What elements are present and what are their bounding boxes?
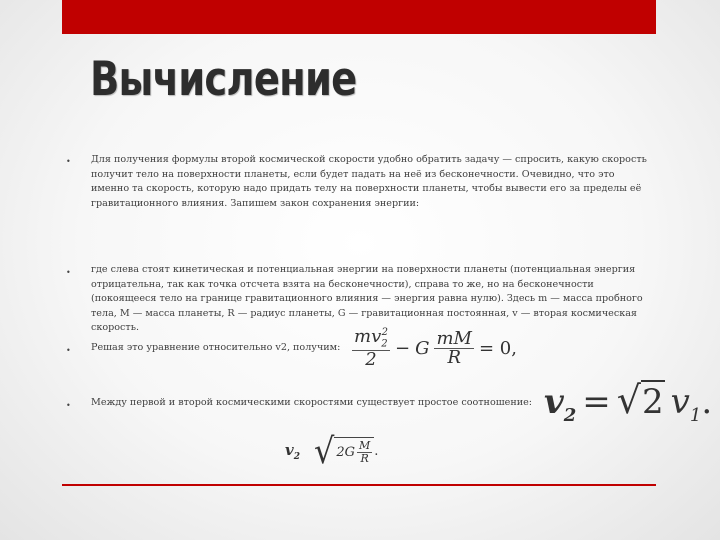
kinetic-term: $\frac{mv_2^2}{2}$ [354, 326, 388, 371]
paragraph-ratio: Между первой и второй космическими скоростями существует простое соотношение: [91, 397, 533, 408]
bullet-icon: • [66, 401, 71, 410]
top-accent-bar [62, 0, 656, 34]
bottom-accent-line [62, 484, 656, 486]
energy-conservation-formula: $\frac{mv_2^2}{2}$ − G $\frac{mM}{R}$ = 0, [354, 326, 517, 371]
velocity-ratio-formula: $v_2$ = √ 2 $v_1$. [544, 378, 713, 426]
bullet-icon: • [66, 157, 71, 166]
paragraph-solve: Решая это уравнение относительно v2, получим: [91, 342, 341, 353]
escape-velocity-formula: $v_2$ √ 2G $\frac{M}{R}$ . [285, 430, 379, 472]
bullet-icon: • [66, 346, 71, 355]
paragraph-energy-explanation: где слева стоят кинетическая и потенциальная энергии на поверхности планеты (потенциальная энергия отрицательна, так как точка отсчета взята на бесконечности), справа то же, но на бесконечности (покоящееся тело на границе гравитационного влияния — энергия равна нулю). Здесь m — масса пробного тела, M — масса планеты, R — радиус планеты, G — гравитационная постоянная, v — вторая космическая скорость. [91, 264, 643, 333]
slide-title: Вычисление [90, 52, 357, 107]
bullet-icon: • [66, 268, 71, 277]
paragraph-energy-intro: Для получения формулы второй космической скорости удобно обратить задачу — спросить, какую скорость получит тело на поверхности планеты, если будет падать на неё из бесконечности. Очевидно, что это именно та скорость, которую надо придать телу на поверхности планеты, чтобы вывести его за пределы её гравитационного влияния. Запишем закон сохранения энергии: [91, 154, 647, 209]
sqrt-icon: √ 2 [616, 378, 664, 422]
sqrt-icon: √ [313, 430, 335, 472]
potential-term: $\frac{mM}{R}$ [436, 327, 472, 369]
